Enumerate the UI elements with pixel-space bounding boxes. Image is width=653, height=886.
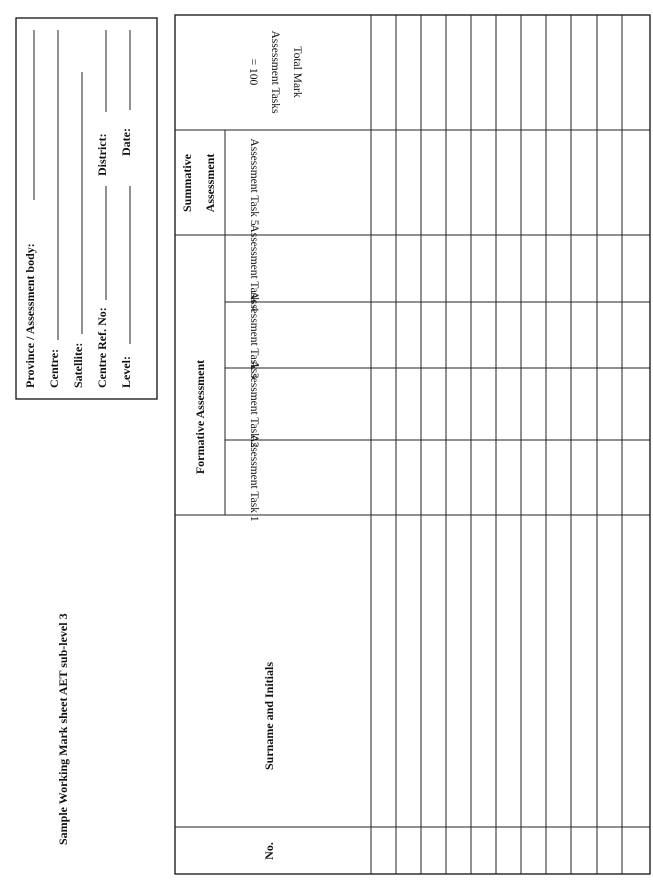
centre-field[interactable]: [47, 30, 61, 388]
no-header: No.: [262, 842, 276, 860]
task-5-header: Assessment Task 5: [248, 138, 260, 226]
level-label: Level:: [119, 356, 133, 388]
level-field[interactable]: [119, 186, 133, 388]
svg-text:= 100: = 100: [247, 58, 259, 86]
info-box: [16, 18, 157, 399]
satellite-field[interactable]: [71, 72, 85, 388]
svg-text:Summative: Summative: [180, 154, 194, 212]
centre-label: Centre:: [47, 348, 61, 388]
date-field[interactable]: [119, 30, 133, 156]
formative-header: Formative Assessment: [193, 359, 207, 475]
province-label: Province / Assessment body:: [23, 243, 37, 388]
task-2-header: Assessment Task 2: [248, 360, 260, 448]
total-mark-header: [247, 31, 303, 115]
svg-text:Assessment: Assessment: [203, 153, 217, 213]
task-3-header: Assessment Task 3: [248, 291, 260, 379]
svg-text:Total Mark: Total Mark: [291, 46, 303, 98]
satellite-label: Satellite:: [71, 342, 85, 388]
summative-header: [180, 153, 217, 212]
svg-text:Assessment Tasks: Assessment Tasks: [269, 30, 281, 114]
task-4-header: Assessment Task 4: [248, 224, 260, 312]
district-label: District:: [95, 133, 109, 176]
task-1-header: Assessment Task 1: [248, 434, 260, 522]
centre-ref-field[interactable]: [95, 186, 109, 388]
surname-header: Surname and Initials: [262, 661, 276, 771]
province-field[interactable]: [23, 30, 37, 388]
date-label: Date:: [119, 128, 133, 156]
district-field[interactable]: [95, 30, 109, 176]
sheet-title: Sample Working Mark sheet AET sub-level 3: [56, 613, 70, 845]
centre-ref-label: Centre Ref. No:: [95, 307, 109, 388]
mark-table: [175, 15, 650, 874]
